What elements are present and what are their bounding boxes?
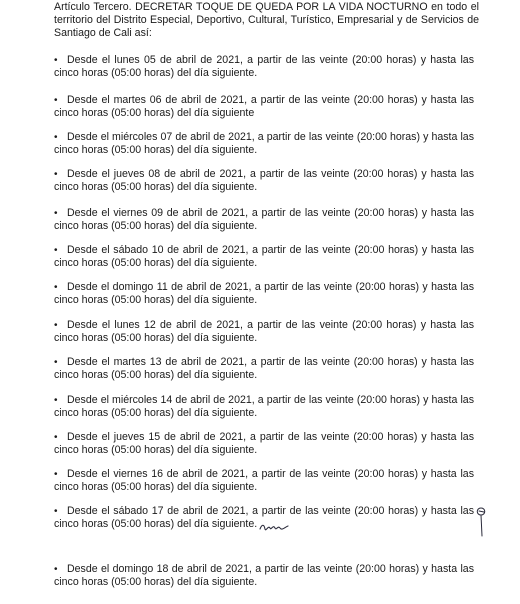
- list-item: [54, 54, 474, 80]
- bullet: •: [54, 95, 58, 106]
- list-item-text: Desde el sábado 10 de abril de 2021, a partir de las veinte (20:00 horas) y hasta las cinco horas (05:00 horas) del día siguiente.: [54, 244, 474, 269]
- bullet: •: [54, 55, 58, 66]
- bullet: •: [54, 395, 58, 406]
- list-item-text: Desde el jueves 08 de abril de 2021, a partir de las veinte (20:00 horas) y hasta las cinco horas (05:00 horas) del día siguiente.: [54, 168, 474, 193]
- list-item-text: Desde el jueves 15 de abril de 2021, a partir de las veinte (20:00 horas) y hasta las cinco horas (05:00 horas) del día siguiente.: [54, 431, 474, 456]
- list-item: [54, 207, 474, 233]
- cut-off-text-line: [54, 598, 484, 604]
- list-item-text: Desde el miércoles 14 de abril de 2021, a partir de las veinte (20:00 horas) y hasta las cinco horas (05:00 horas) del día siguiente.: [54, 394, 474, 419]
- signature-mark-icon: [474, 506, 490, 538]
- bullet: •: [54, 320, 58, 331]
- bullet: •: [54, 506, 58, 517]
- list-item-text: Desde el viernes 09 de abril de 2021, a partir de las veinte (20:00 horas) y hasta las cinco horas (05:00 horas) del día siguiente.: [54, 207, 474, 232]
- list-item: [54, 131, 474, 157]
- list-item: [54, 244, 474, 270]
- bullet: •: [54, 169, 58, 180]
- handwritten-initials-icon: [258, 520, 290, 534]
- article-intro: Artículo Tercero. DECRETAR TOQUE DE QUEDA POR LA VIDA NOCTURNO en todo el territorio del Distrito Especial, Deportivo, Cultural, Turístico, Empresarial y de Servicios de Santiago de Cali así:: [54, 1, 479, 39]
- list-item-text: Desde el sábado 17 de abril de 2021, a partir de las veinte (20:00 horas) y hasta las cinco horas (05:00 horas) del día siguiente.: [54, 505, 474, 530]
- list-item-text: Desde el domingo 18 de abril de 2021, a partir de las veinte (20:00 horas) y hasta las cinco horas (05:00 horas) del día siguiente.: [54, 563, 474, 588]
- list-item: [54, 431, 474, 457]
- list-item: [54, 319, 474, 345]
- bullet: •: [54, 132, 58, 143]
- bullet: •: [54, 245, 58, 256]
- bullet: •: [54, 357, 58, 368]
- bullet: •: [54, 432, 58, 443]
- list-item-text: Desde el martes 06 de abril de 2021, a partir de las veinte (20:00 horas) y hasta las cinco horas (05:00 horas) del día siguiente: [54, 94, 474, 119]
- list-item-text: Desde el lunes 05 de abril de 2021, a partir de las veinte (20:00 horas) y hasta las cinco horas (05:00 horas) del día siguiente.: [54, 54, 474, 79]
- list-item: [54, 356, 474, 382]
- list-item: [54, 281, 474, 307]
- list-item-text: Desde el miércoles 07 de abril de 2021, a partir de las veinte (20:00 horas) y hasta las cinco horas (05:00 horas) del día siguiente.: [54, 131, 474, 156]
- list-item: [54, 168, 474, 194]
- bullet: •: [54, 564, 58, 575]
- list-item-text: Desde el martes 13 de abril de 2021, a partir de las veinte (20:00 horas) y hasta las cinco horas (05:00 horas) del día siguiente.: [54, 356, 474, 381]
- list-item: [54, 563, 474, 589]
- list-item: [54, 394, 474, 420]
- list-item-text: Desde el lunes 12 de abril de 2021, a partir de las veinte (20:00 horas) y hasta las cinco horas (05:00 horas) del día siguiente.: [54, 319, 474, 344]
- bullet: •: [54, 469, 58, 480]
- list-item-text: Desde el viernes 16 de abril de 2021, a partir de las veinte (20:00 horas) y hasta las cinco horas (05:00 horas) del día siguiente.: [54, 468, 474, 493]
- list-item: [54, 94, 474, 120]
- bullet: •: [54, 282, 58, 293]
- bullet: •: [54, 208, 58, 219]
- list-item: [54, 468, 474, 494]
- list-item-text: Desde el domingo 11 de abril de 2021, a partir de las veinte (20:00 horas) y hasta las cinco horas (05:00 horas) del día siguiente.: [54, 281, 474, 306]
